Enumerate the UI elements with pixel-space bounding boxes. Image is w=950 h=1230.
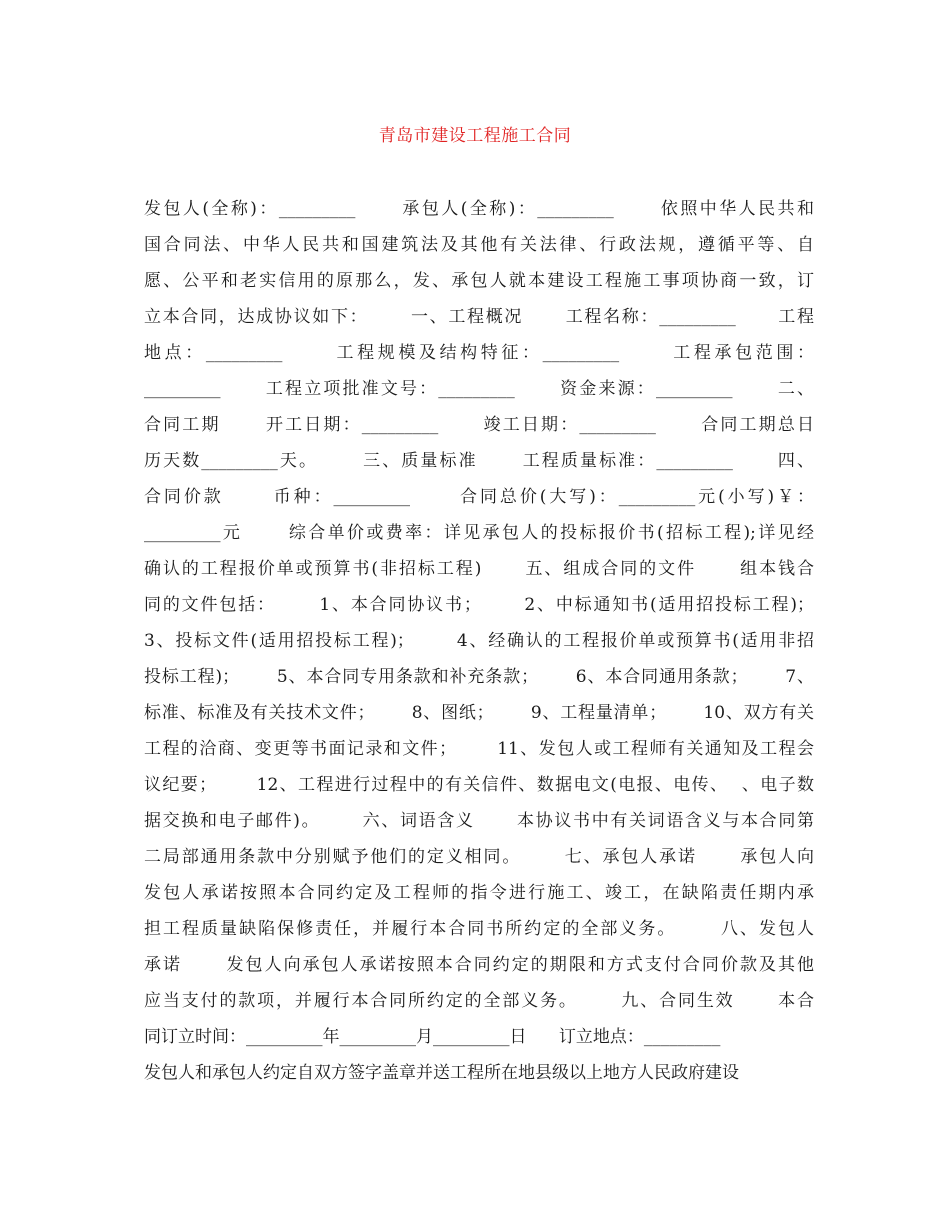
text-line: 发包人(全称)：_________ 承包人(全称)：_________ 依照中华人民共和 bbox=[144, 199, 814, 219]
text-line: 确认的工程报价单或预算书(非招标工程) 五、组成合同的文件 组本钱合 bbox=[144, 559, 814, 579]
text-line: 标准、标准及有关技术文件； 8、图纸； 9、工程量清单； 10、双方有关 bbox=[144, 703, 814, 723]
text-line: 同订立时间：_________年_________月_________日 订立地点：_________ bbox=[144, 1027, 721, 1047]
contract-body bbox=[144, 195, 814, 1095]
text-line: 国合同法、中华人民共和国建筑法及其他有关法律、行政法规，遵循平等、自 bbox=[144, 235, 814, 255]
text-line: 议纪要； 12、工程进行过程中的有关信件、数据电文(电报、电传、 、电子数 bbox=[144, 775, 814, 795]
text-line: 发包人和承包人约定自双方签字盖章并送工程所在地县级以上地方人民政府建设 bbox=[144, 1063, 739, 1083]
text-line: 合同价款 币种：_________ 合同总价(大写)：_________元(小写)￥： bbox=[144, 487, 814, 507]
text-line: 二局部通用条款中分别赋予他们的定义相同。 七、承包人承诺 承包人向 bbox=[144, 847, 814, 867]
text-line: 历天数_________天。 三、质量标准 工程质量标准：_________ 四、 bbox=[144, 451, 814, 471]
document-title: 青岛市建设工程施工合同 bbox=[378, 126, 572, 146]
text-line: 承诺 发包人向承包人承诺按照本合同约定的期限和方式支付合同价款及其他 bbox=[144, 955, 814, 975]
text-line: 应当支付的款项，并履行本合同所约定的全部义务。 九、合同生效 本合 bbox=[144, 991, 814, 1011]
text-line: _________ 工程立项批准文号：_________ 资金来源：_________ 二、 bbox=[144, 379, 814, 399]
text-line: 发包人承诺按照本合同约定及工程师的指令进行施工、竣工，在缺陷责任期内承 bbox=[144, 883, 814, 903]
text-line: _________元 综合单价或费率：详见承包人的投标报价书(招标工程);详见经 bbox=[144, 523, 814, 543]
text-line: 合同工期 开工日期：_________ 竣工日期：_________ 合同工期总日 bbox=[144, 415, 814, 435]
text-line: 地点：_________ 工程规模及结构特征：_________ 工程承包范围： bbox=[144, 343, 814, 363]
text-line: 愿、公平和老实信用的原那么，发、承包人就本建设工程施工事项协商一致，订 bbox=[144, 271, 814, 291]
text-line: 立本合同，达成协议如下： 一、工程概况 工程名称：_________ 工程 bbox=[144, 307, 814, 327]
text-line: 投标工程)； 5、本合同专用条款和补充条款； 6、本合同通用条款； 7、 bbox=[144, 667, 814, 687]
text-line: 据交换和电子邮件)。 六、词语含义 本协议书中有关词语含义与本合同第 bbox=[144, 811, 814, 831]
text-line: 担工程质量缺陷保修责任，并履行本合同书所约定的全部义务。 八、发包人 bbox=[144, 919, 814, 939]
text-line: 同的文件包括： 1、本合同协议书； 2、中标通知书(适用招投标工程)； bbox=[144, 595, 814, 615]
text-line: 工程的洽商、变更等书面记录和文件； 11、发包人或工程师有关通知及工程会 bbox=[144, 739, 814, 759]
text-line: 3、投标文件(适用招投标工程)； 4、经确认的工程报价单或预算书(适用非招 bbox=[144, 631, 814, 651]
